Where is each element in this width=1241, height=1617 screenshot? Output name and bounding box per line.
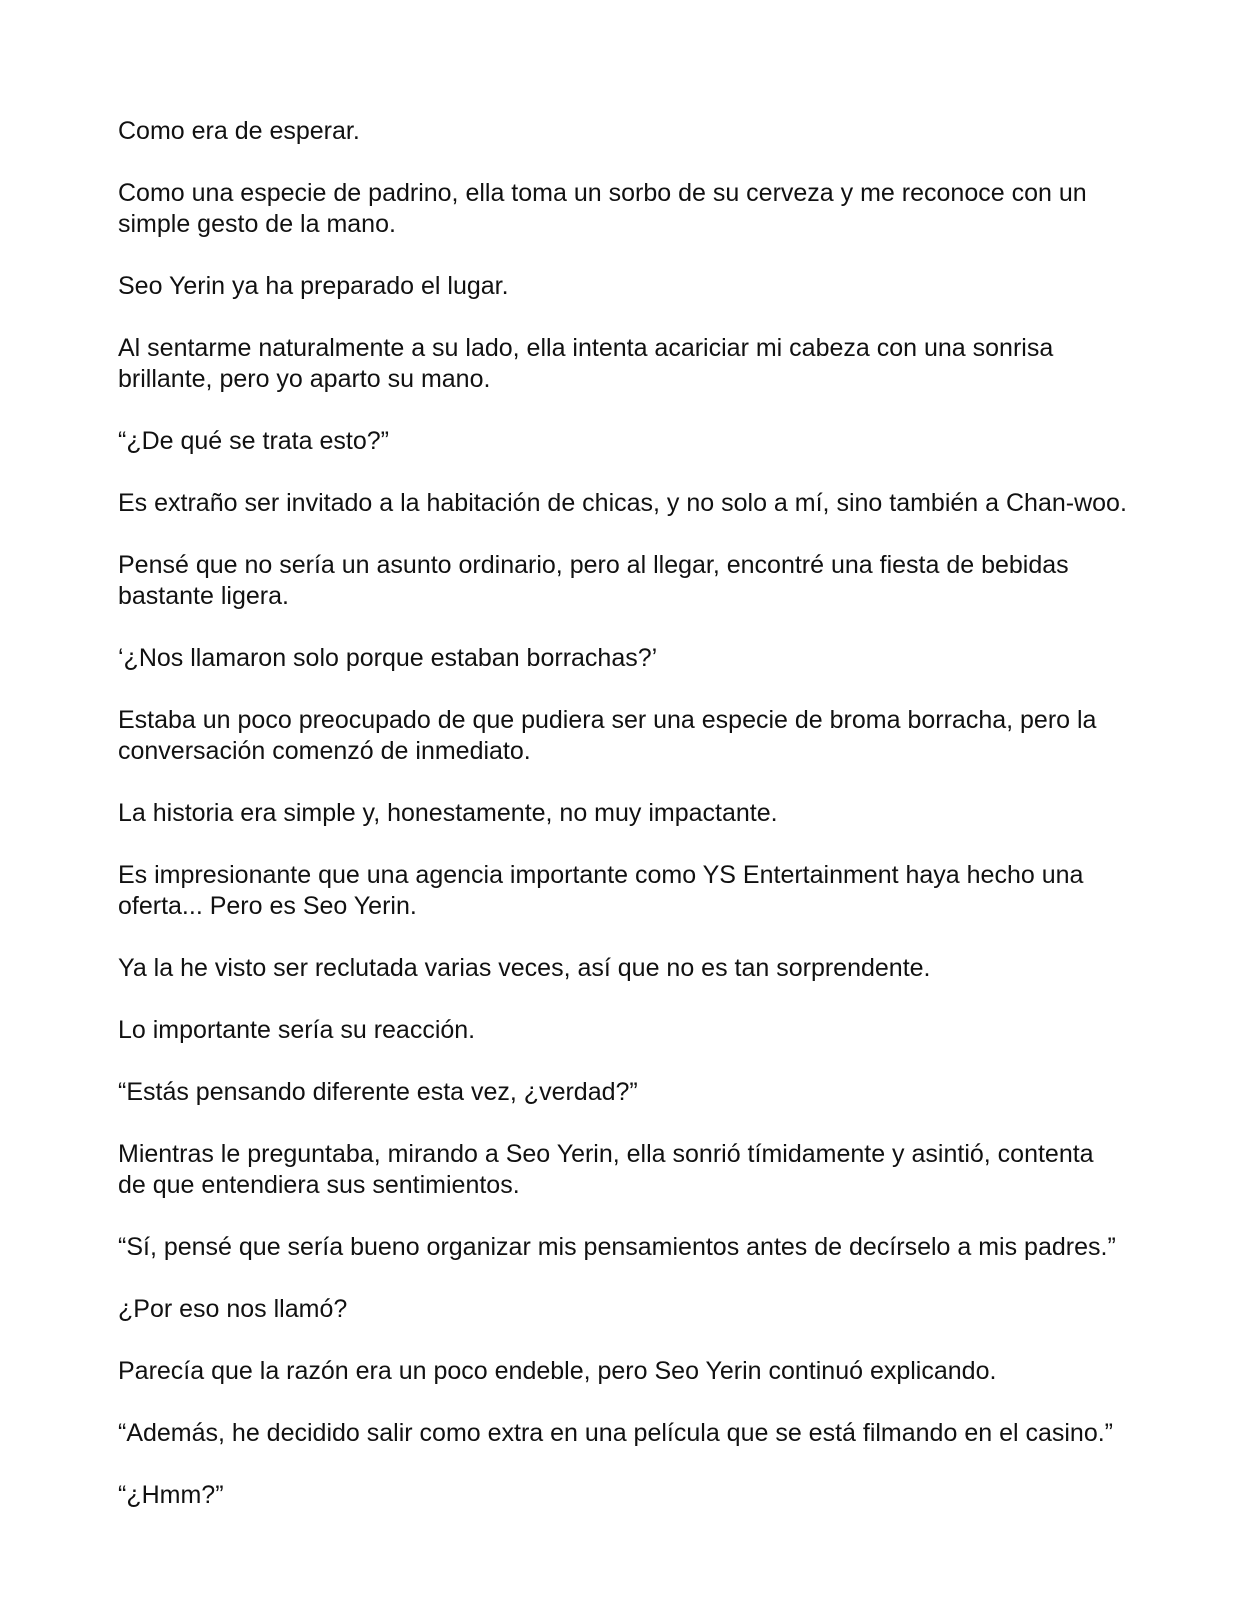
paragraph: ‘¿Nos llamaron solo porque estaban borrachas?’ xyxy=(118,644,658,672)
paragraph: Pensé que no sería un asunto ordinario, pero al llegar, encontré una fiesta de bebidas bastante ligera. xyxy=(118,551,1069,610)
paragraph: “Sí, pensé que sería bueno organizar mis pensamientos antes de decírselo a mis padres.” xyxy=(118,1233,1116,1261)
paragraph: Parecía que la razón era un poco endeble, pero Seo Yerin continuó explicando. xyxy=(118,1357,997,1385)
paragraph: Mientras le preguntaba, mirando a Seo Yerin, ella sonrió tímidamente y asintió, contenta de que entendiera sus sentimientos. xyxy=(118,1140,1094,1199)
paragraph: Lo importante sería su reacción. xyxy=(118,1016,476,1044)
paragraph: “Estás pensando diferente esta vez, ¿verdad?” xyxy=(118,1078,638,1106)
paragraph: “Además, he decidido salir como extra en una película que se está filmando en el casino.” xyxy=(118,1419,1114,1447)
paragraph: La historia era simple y, honestamente, no muy impactante. xyxy=(118,799,778,827)
paragraph: Estaba un poco preocupado de que pudiera ser una especie de broma borracha, pero la conversación comenzó de inmediato. xyxy=(118,706,1097,765)
paragraph: Ya la he visto ser reclutada varias veces, así que no es tan sorprendente. xyxy=(118,954,931,982)
paragraph: “¿De qué se trata esto?” xyxy=(118,427,389,455)
paragraph: Al sentarme naturalmente a su lado, ella intenta acariciar mi cabeza con una sonrisa brillante, pero yo aparto su mano. xyxy=(118,334,1054,393)
document-body xyxy=(118,116,1128,1511)
paragraph: Es extraño ser invitado a la habitación de chicas, y no solo a mí, sino también a Chan-woo. xyxy=(118,489,1127,517)
paragraph: ¿Por eso nos llamó? xyxy=(118,1295,348,1323)
paragraph: Como una especie de padrino, ella toma un sorbo de su cerveza y me reconoce con un simple gesto de la mano. xyxy=(118,179,1087,238)
paragraph: “¿Hmm?” xyxy=(118,1481,224,1509)
paragraph: Como era de esperar. xyxy=(118,117,360,145)
paragraph: Es impresionante que una agencia importante como YS Entertainment haya hecho una oferta... Pero es Seo Yerin. xyxy=(118,861,1084,920)
paragraph: Seo Yerin ya ha preparado el lugar. xyxy=(118,272,509,300)
